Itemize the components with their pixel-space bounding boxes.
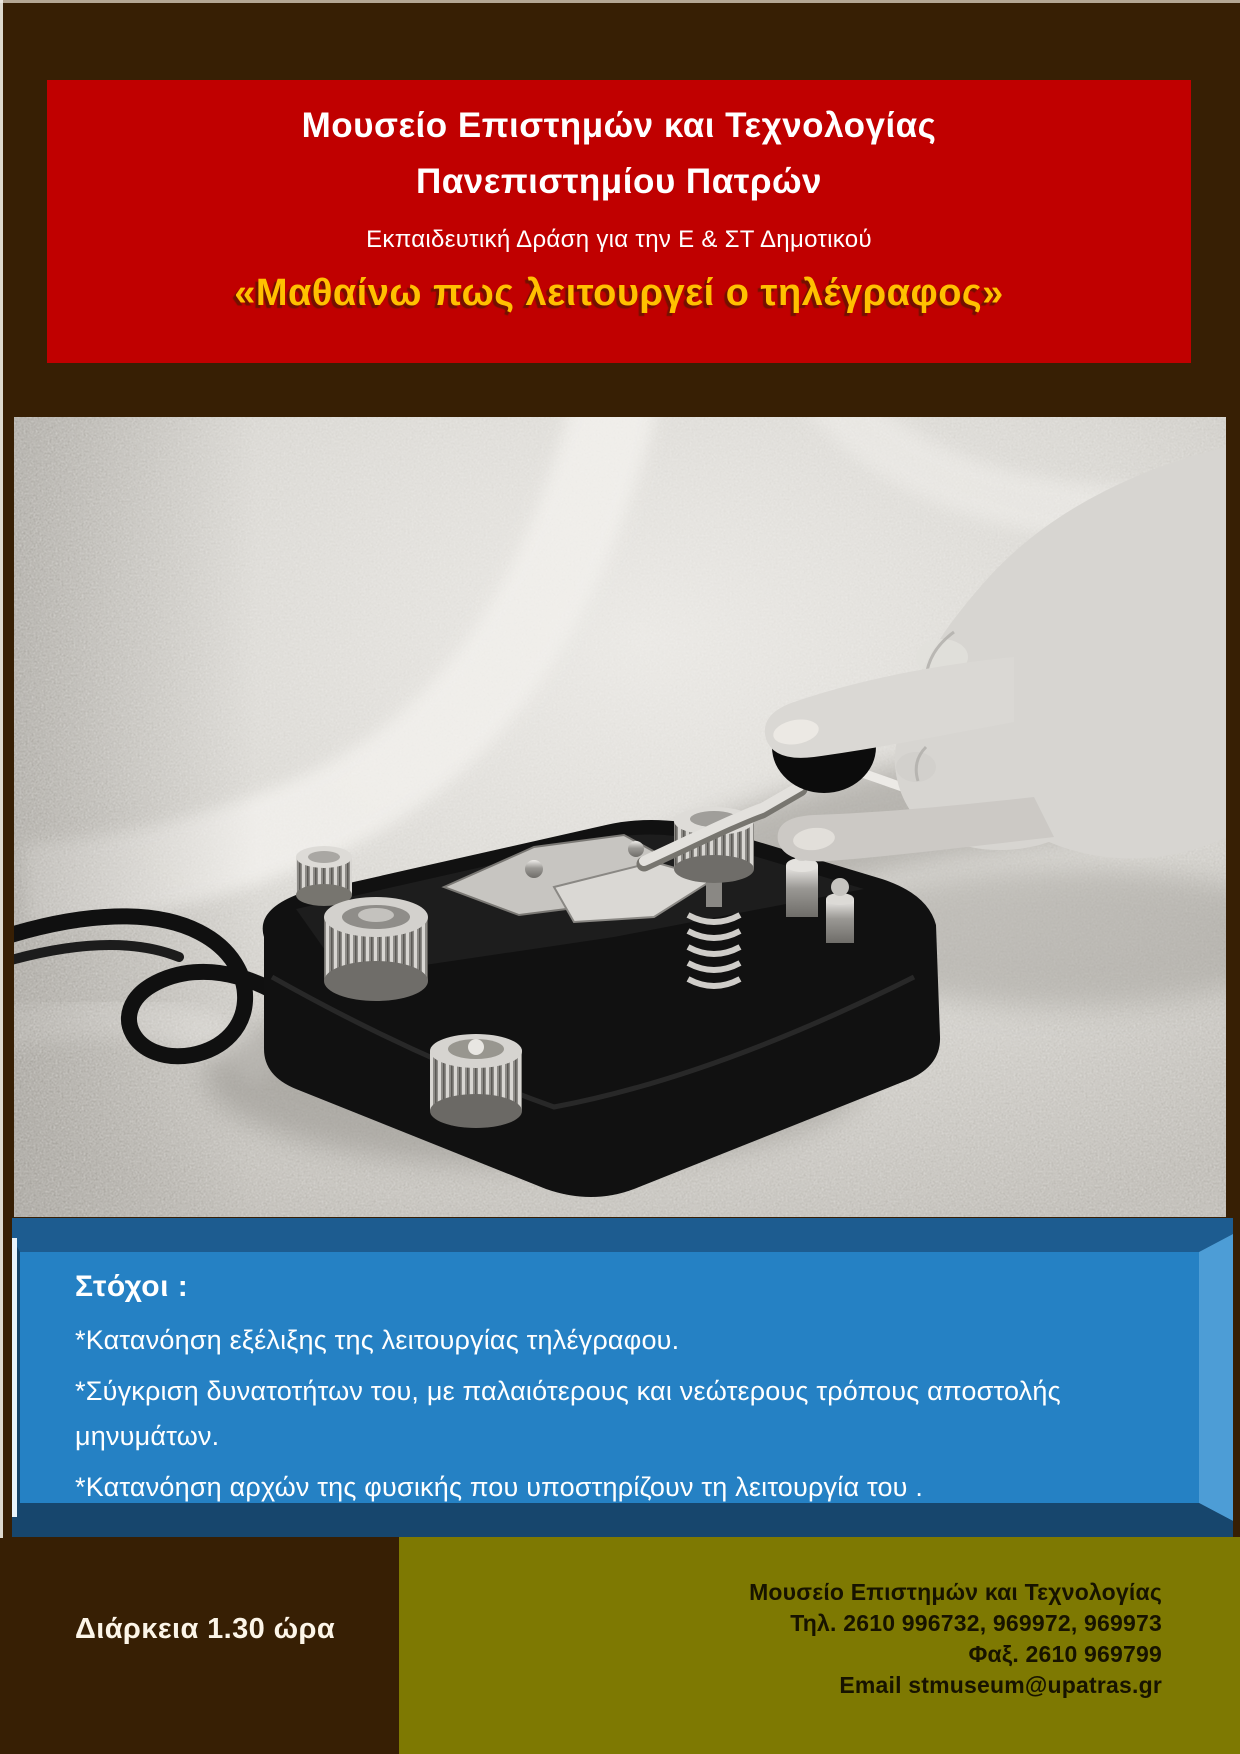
activity-title: «Μαθαίνω πως λειτουργεί ο τηλέγραφος» [234, 272, 1004, 314]
key-knob-back-left [296, 846, 352, 906]
key-knob-left [324, 897, 428, 1001]
contact-block [399, 1537, 1240, 1754]
goals-panel [12, 1218, 1233, 1537]
footer [0, 1537, 1240, 1754]
organization-name-line1: Μουσείο Επιστημών και Τεχνολογίας [301, 106, 937, 145]
contact-fax: Φαξ. 2610 969799 [968, 1641, 1162, 1667]
contact-email: Email stmuseum@upatras.gr [839, 1672, 1162, 1698]
goals-content [75, 1270, 1090, 1510]
page-edge-left-line [0, 0, 3, 1538]
goal-item-1: *Κατανόηση εξέλιξης της λειτουργίας τηλέγραφου. [75, 1325, 680, 1355]
telegraph-photo-image [14, 417, 1226, 1217]
goal-item-3: *Κατανόηση αρχών της φυσικής που υποστηρίζουν τη λειτουργία του . [75, 1472, 924, 1502]
contact-organization: Μουσείο Επιστημών και Τεχνολογίας [749, 1579, 1162, 1605]
key-knob-front [430, 1034, 522, 1128]
organization-name-line2: Πανεπιστημίου Πατρών [415, 162, 823, 201]
header-banner [47, 80, 1191, 363]
page-edge-top-line [0, 0, 1240, 3]
contact-phone: Τηλ. 2610 996732, 969972, 969973 [790, 1610, 1162, 1636]
audience-subtitle: Εκπαιδευτική Δράση για την Ε & ΣΤ Δημοτικού [366, 226, 872, 253]
duration-text: Διάρκεια 1.30 ώρα [75, 1613, 336, 1645]
goals-heading: Στόχοι : [75, 1270, 189, 1303]
telegraph-key-photo [14, 417, 1226, 1217]
goal-item-2: *Σύγκριση δυνατοτήτων του, με παλαιότερους και νεώτερους τρόπους αποστολής μηνυμάτων. [75, 1376, 1061, 1451]
